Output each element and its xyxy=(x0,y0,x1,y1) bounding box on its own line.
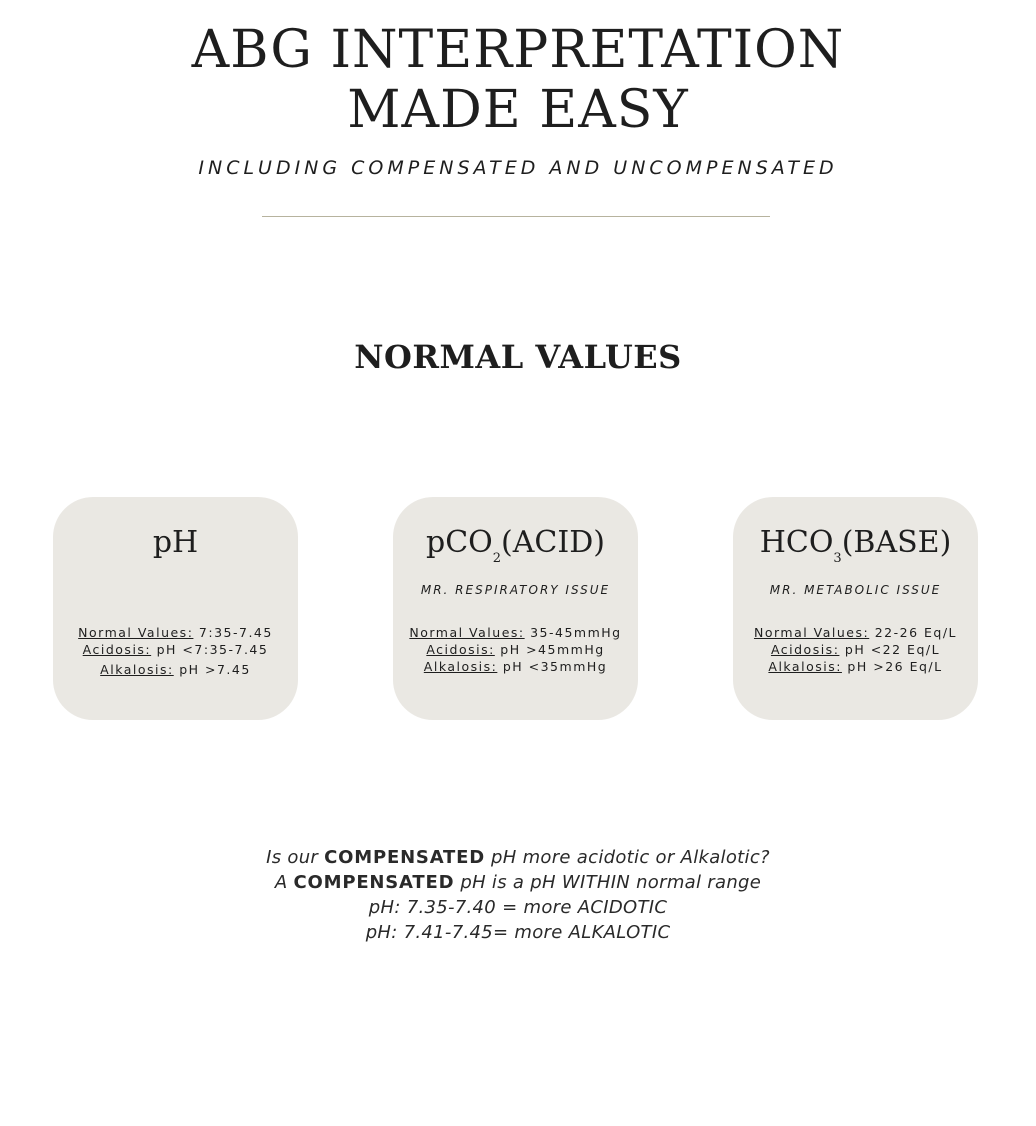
pco2-card xyxy=(393,497,638,720)
alkalosis-row xyxy=(733,658,978,675)
alkalosis-label: Alkalosis: xyxy=(768,659,842,674)
alkalosis-label: Alkalosis: xyxy=(423,659,498,674)
ph-card xyxy=(53,497,298,720)
hco3-card xyxy=(733,497,978,720)
normal-values-label: Normal Values: xyxy=(753,625,870,640)
alkalosis-row xyxy=(53,661,298,678)
card-title-main: HCO xyxy=(759,525,834,560)
page-title xyxy=(0,20,1036,140)
card-title-main: pCO xyxy=(426,525,493,560)
acidosis-label: Acidosis: xyxy=(82,642,152,657)
card-title xyxy=(53,523,298,563)
notes-line-4-text: pH: 7.41-7.45= more ALKALOTIC xyxy=(365,922,671,943)
card-title xyxy=(733,523,978,579)
alkalosis-label: Alkalosis: xyxy=(100,662,174,677)
normal-values-value: 22-26 Eq/L xyxy=(874,625,958,640)
card-title-subscript: 2 xyxy=(492,551,502,566)
notes-line-1-emphasis: COMPENSATED xyxy=(324,847,485,868)
card-title-suffix: (ACID) xyxy=(501,525,605,560)
normal-values-label: Normal Values: xyxy=(409,625,525,640)
normal-values-row xyxy=(733,624,978,641)
card-title-suffix: (BASE) xyxy=(841,525,952,560)
normal-values-value: 7:35-7.45 xyxy=(198,625,273,640)
header-divider xyxy=(262,216,770,217)
notes-line-1 xyxy=(0,845,1036,870)
acidosis-value: pH <7:35-7.45 xyxy=(156,642,269,657)
normal-values-row xyxy=(53,624,298,641)
normal-values-value: 35-45mmHg xyxy=(530,625,622,640)
alkalosis-value: pH >7.45 xyxy=(179,662,251,677)
compensation-notes xyxy=(0,845,1036,945)
alkalosis-value: pH <35mmHg xyxy=(502,659,608,674)
notes-line-3 xyxy=(0,895,1036,920)
page-title-line-2: MADE EASY xyxy=(347,80,689,140)
acidosis-row xyxy=(393,641,638,658)
card-values xyxy=(53,624,298,678)
card-values xyxy=(733,624,978,675)
acidosis-value: pH >45mmHg xyxy=(500,642,605,657)
notes-line-2-start: A xyxy=(274,872,288,893)
page-title-line-1: ABG INTERPRETATION xyxy=(191,20,845,80)
notes-line-2 xyxy=(0,870,1036,895)
notes-line-3-text: pH: 7.35-7.40 = more ACIDOTIC xyxy=(368,897,668,918)
card-title xyxy=(393,523,638,579)
acidosis-label: Acidosis: xyxy=(426,642,495,657)
notes-line-2-emphasis: COMPENSATED xyxy=(293,872,455,893)
normal-values-row xyxy=(393,624,638,641)
section-heading: NORMAL VALUES xyxy=(354,338,682,376)
notes-line-1-end: pH more acidotic or Alkalotic? xyxy=(490,847,770,868)
card-subtitle: MR. RESPIRATORY ISSUE xyxy=(420,583,611,597)
page-subtitle: INCLUDING COMPENSATED AND UNCOMPENSATED xyxy=(198,157,838,179)
card-subtitle: MR. METABOLIC ISSUE xyxy=(769,583,942,597)
normal-values-label: Normal Values: xyxy=(78,625,194,640)
alkalosis-value: pH >26 Eq/L xyxy=(847,659,943,674)
card-title-subscript: 3 xyxy=(833,551,842,566)
alkalosis-row xyxy=(393,658,638,675)
notes-line-4 xyxy=(0,920,1036,945)
card-title-main: pH xyxy=(152,525,199,560)
acidosis-row xyxy=(53,641,298,658)
notes-line-2-end: pH is a pH WITHIN normal range xyxy=(460,872,762,893)
card-values xyxy=(393,624,638,675)
acidosis-row xyxy=(733,641,978,658)
notes-line-1-start: Is our xyxy=(266,847,319,868)
acidosis-value: pH <22 Eq/L xyxy=(844,642,941,657)
acidosis-label: Acidosis: xyxy=(770,642,840,657)
